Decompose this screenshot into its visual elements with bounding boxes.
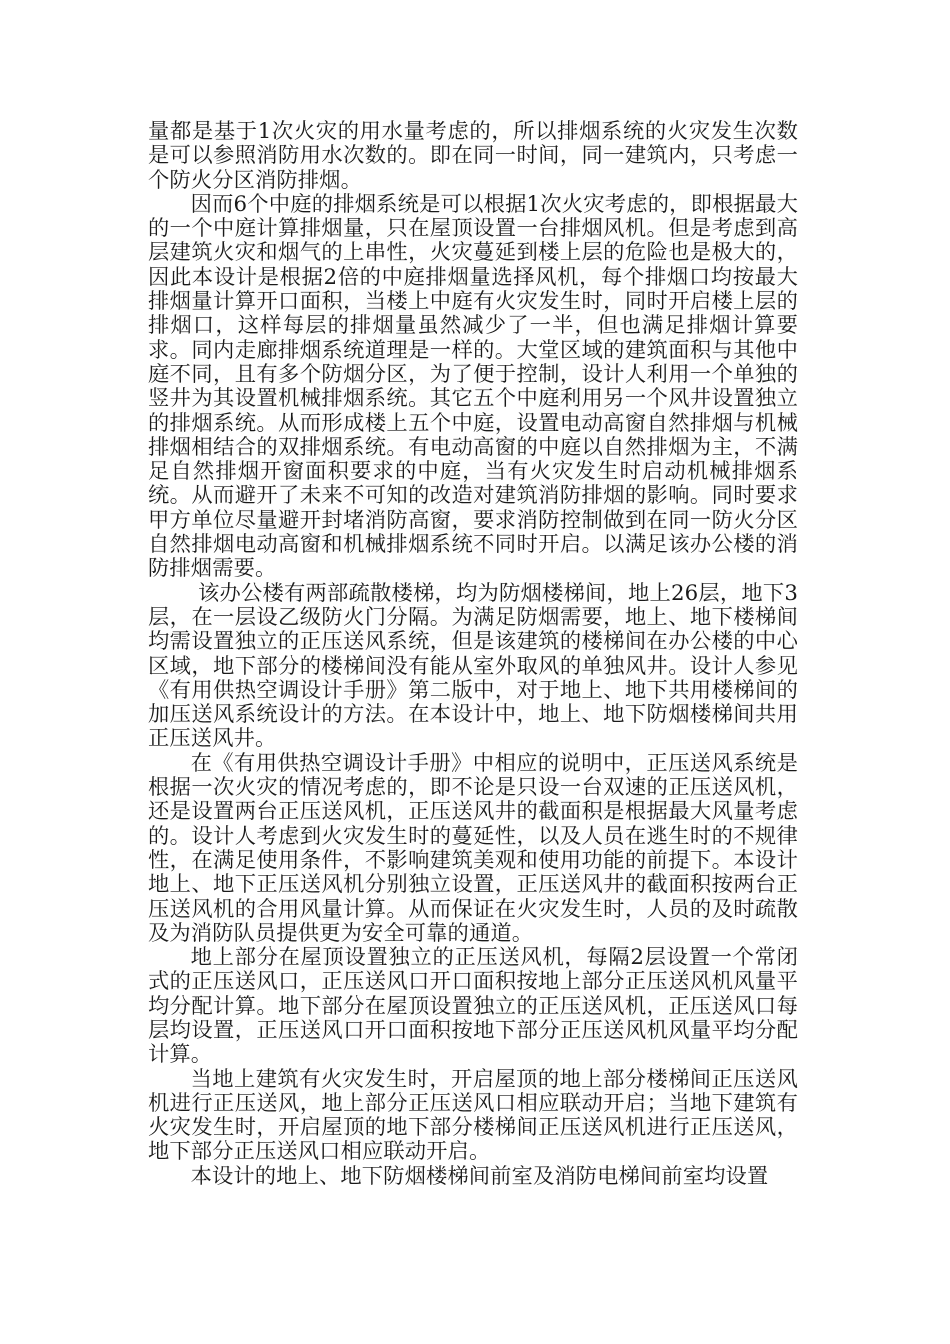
body-text xyxy=(148,120,798,1189)
paragraph-continued: 量都是基于1次火灾的用水量考虑的，所以排烟系统的火灾发生次数是可以参照消防用水次数的。即在同一时间，同一建筑内，只考虑一个防火分区消防排烟。 xyxy=(148,119,798,193)
paragraph-fire-linkage: 当地上建筑有火灾发生时，开启屋顶的地上部分楼梯间正压送风机进行正压送风，地上部分正压送风口相应联动开启；当地下建筑有火灾发生时，开启屋顶的地下部分楼梯间正压送风机进行正压送风，地下部分正压送风口相应联动开启。 xyxy=(148,1066,798,1165)
paragraph-atrium-smoke-exhaust: 因而6个中庭的排烟系统是可以根据1次火灾考虑的，即根据最大的一个中庭计算排烟量，只在屋顶设置一台排烟风机。但是考虑到高层建筑火灾和烟气的上串性，火灾蔓延到楼上层的危险也是极大的，因此本设计是根据2倍的中庭排烟量选择风机，每个排烟口均按最大排烟量计算开口面积，当楼上中庭有火灾发生时，同时开启楼上层的排烟口，这样每层的排烟量虽然减少了一半，但也满足排烟计算要求。同内走廊排烟系统道理是一样的。大堂区域的建筑面积与其他中庭不同，且有多个防烟分区，为了便于控制，设计人利用一个单独的竖井为其设置机械排烟系统。其它五个中庭利用另一个风井设置独立的排烟系统。从而形成楼上五个中庭，设置电动高窗自然排烟与机械排烟相结合的双排烟系统。有电动高窗的中庭以自然排烟为主，不满足自然排烟开窗面积要求的中庭，当有火灾发生时启动机械排烟系统。从而避开了未来不可知的改造对建筑消防排烟的影响。同时要求甲方单位尽量避开封堵消防高窗，要求消防控制做到在同一防火分区自然排烟电动高窗和机械排烟系统不同时开启。以满足该办公楼的消防排烟需要。 xyxy=(148,191,798,582)
paragraph-stairwell-pressurization: 该办公楼有两部疏散楼梯，均为防烟楼梯间，地上26层，地下3层，在一层设乙级防火门分隔。为满足防烟需要，地上、地下楼梯间均需设置独立的正压送风系统，但是该建筑的楼梯间在办公楼的中心区域，地下部分的楼梯间没有能从室外取风的单独风井。设计人参见《有用供热空调设计手册》第二版中，对于地上、地下共用楼梯间的加压送风系统设计的方法。在本设计中，地上、地下防烟楼梯间共用正压送风井。 xyxy=(148,580,798,752)
paragraph-above-ground-fans: 地上部分在屋顶设置独立的正压送风机，每隔2层设置一个常闭式的正压送风口，正压送风口开口面积按地上部分正压送风机风量平均分配计算。地下部分在屋顶设置独立的正压送风机，正压送风口每层均设置，正压送风口开口面积按地下部分正压送风机风量平均分配计算。 xyxy=(148,945,798,1068)
paragraph-handbook-reference: 在《有用供热空调设计手册》中相应的说明中，正压送风系统是根据一次火灾的情况考虑的，即不论是只设一台双速的正压送风机，还是设置两台正压送风机，正压送风井的截面积是根据最大风量考虑的。设计人考虑到火灾发生时的蔓延性，以及人员在逃生时的不规律性，在满足使用条件，不影响建筑美观和使用功能的前提下。本设计地上、地下正压送风机分别独立设置，正压送风井的截面积按两台正压送风机的合用风量计算。从而保证在火灾发生时，人员的及时疏散及为消防队员提供更为安全可靠的通道。 xyxy=(148,750,798,946)
paragraph-front-room: 本设计的地上、地下防烟楼梯间前室及消防电梯间前室均设置 xyxy=(190,1163,769,1189)
